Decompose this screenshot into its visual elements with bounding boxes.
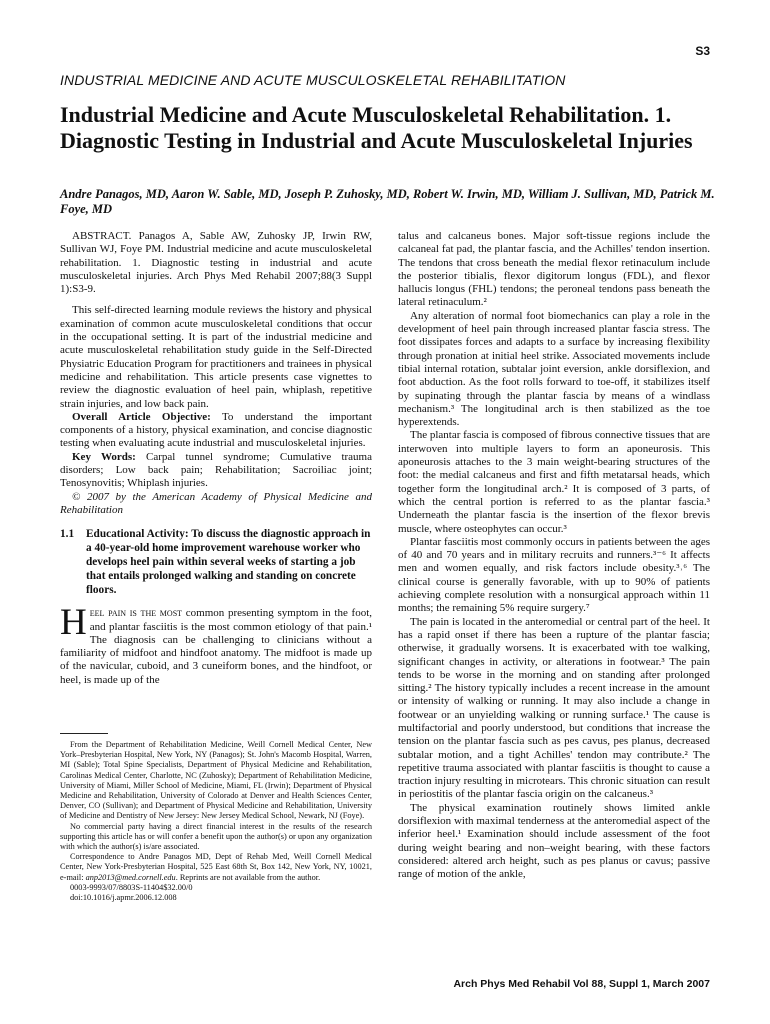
author-list: Andre Panagos, MD, Aaron W. Sable, MD, Joseph P. Zuhosky, MD, Robert W. Irwin, MD, William J. Sullivan, MD, Patrick M. Foye, MD bbox=[60, 187, 715, 216]
footnote-divider bbox=[60, 733, 108, 734]
objective-paragraph bbox=[60, 411, 372, 451]
activity-text: Educational Activity: To discuss the diagnostic approach in a 40-year-old home improvement warehouse worker who develops heel pain within several weeks of starting a job that entails prolonged walking and standing on concrete floors. bbox=[86, 528, 371, 597]
footnote-interest: No commercial party having a direct financial interest in the results of the research supporting this article has or will confer a benefit upon the author(s) or upon any organization with which the author(s) is/are associated. bbox=[60, 821, 372, 852]
footnote-doi: doi:10.1016/j.apmr.2006.12.008 bbox=[70, 893, 177, 903]
educational-activity bbox=[60, 527, 372, 597]
body-paragraph: Any alteration of normal foot biomechanics can play a role in the development of heel pain through increased plantar fascia stress. The foot dissipates forces and adapts to a surface by increasing flexibility through pronation at initial heel strike. Associated movements include tibial internal rotation, subtalar joint eversion, ankle dorsiflexion, and foot abduction. As the foot rolls forward to toe-off, it stabilizes itself by supinating through the plantar fascia by means of a windlass mechanism.³ The longitudinal arch is then stabilized as the toe hyperextends. bbox=[398, 309, 710, 429]
body-paragraph: The pain is located in the anteromedial or central part of the heel. It has a rapid onset if there has been a rupture of the plantar fascia; otherwise, it gradually worsens. It is exacerbated with toe walking, significant changes in activity, or alterations in footwear.³ The pain tends to be worse in the morning and on standing after prolonged sitting.² The history typically includes a recent increase in the amount or intensity of walking or running. It may also include a change in footwear or an unyielding walking or running surface.¹ The cause is multifactorial and poorly understood, but conditions that increase the tension on the plantar fascia such as pes cavus, pes planus, decreased subtalar motion, and a tight Achilles' tendon may contribute.² The repetitive trauma associated with plantar fasciitis is thought to cause a traction injury resulting in microtears. This chronic situation can result in periostitis of the plantar fascia origin on the calcaneus.³ bbox=[398, 615, 710, 801]
keywords-label: Key Words: bbox=[72, 450, 136, 463]
objective-text: To understand the important components of a history, physical examination, and concise diagnostic testing when evaluating acute industrial and musculoskeletal injuries. bbox=[60, 410, 372, 450]
keywords-paragraph bbox=[60, 451, 372, 491]
abstract-citation: ABSTRACT. Panagos A, Sable AW, Zuhosky JP, Irwin RW, Sullivan WJ, Foye PM. Industrial medicine and acute musculoskeletal rehabilitation. 1. Diagnostic testing in industrial and acute musculoskeletal injuries. Arch Phys Med Rehabil 2007;88(3 Suppl 1):S3-9. bbox=[60, 230, 372, 296]
email-link[interactable]: anp2013@med.cornell.edu bbox=[85, 872, 176, 882]
correspondence-tail: . Reprints are not available from the author. bbox=[175, 872, 321, 882]
abstract-intro: This self-directed learning module reviews the history and physical examination of common acute musculoskeletal conditions that occur in the occupational setting. It is part of the industrial medicine and acute musculoskeletal rehabilitation study guide in the Self-Directed Physiatric Education Program for practitioners and trainees in physical medicine and rehabilitation. This article presents case vignettes to review the diagnostic evaluation of heel pain, whiplash, repetitive strain injuries, and low back pain. bbox=[60, 304, 372, 410]
footnote-affiliations: From the Department of Rehabilitation Medicine, Weill Cornell Medical Center, New York–Presbyterian Hospital, New York, NY (Panagos); St. John's Macomb Hospital, Warren, MI (Sable); Total Spine Specialists, Department of Physical Medicine and Rehabilitation, Carolinas Medical Center, Charlotte, NC (Zuhosky); Department of Rehabilitation Medicine, University of Miami, Miller School of Medicine, Miami, FL (Irwin); Department of Physical Medicine and Rehabilitation, University of Colorado at Denver and Health Sciences Center, Denver, CO (Sullivan); and Department of Physical Medicine and Rehabilitation, University of Medicine and Dentistry of New Jersey: New Jersey Medical School, Newark, NJ (Foye). bbox=[60, 740, 372, 821]
journal-footer: Arch Phys Med Rehabil Vol 88, Suppl 1, March 2007 bbox=[453, 978, 710, 990]
body-opening-paragraph bbox=[60, 602, 372, 687]
body-paragraph: talus and calcaneus bones. Major soft-tissue regions include the calcaneal fat pad, the plantar fascia, and the Achilles' tendon insertion. The tendons that cross beneath the medial flexor retinaculum include the posterior tibialis, flexor digitorum longus (FDL), and flexor hallucis longus (FHL) tendons; the peroneal tendons pass beneath the lateral retinaculum.² bbox=[398, 230, 710, 309]
body-paragraph: The physical examination routinely shows limited ankle dorsiflexion with maximal tenderness at the anteromedial aspect of the inferior heel.¹ Examination should include assessment of the foot during weight bearing and non–weight bearing, with these factors considered: altered arch height, such as pes planus or cavus; passive range of motion of the ankle, bbox=[398, 801, 710, 881]
body-opening-text: common presenting symptom in the foot, and plantar fasciitis is the most common etiology of that pain.¹ The diagnosis can be challenging to clinicians without a familiarity of midfoot and hindfoot anatomy. The midfoot is made up of the navicular, cuboid, and 3 cuneiform bones, and the hindfoot, or heel, is made up of the bbox=[60, 607, 372, 686]
body-paragraph: The plantar fascia is composed of fibrous connective tissues that are interwoven into multiple layers to form an aponeurosis. This aponeurosis attaches to the 3 main weight-bearing structures of the foot: the medial calcaneus and first and fifth metatarsal heads, which together form the longitudinal arch.² It is composed of 3 parts, of which the central portion is referred to as the plantar fascia.³ Underneath the plantar fascia is the insertion of the flexor brevis muscle, where osteophytes can occur.³ bbox=[398, 429, 710, 535]
objective-label: Overall Article Objective: bbox=[72, 410, 211, 423]
footnotes bbox=[60, 740, 372, 903]
left-column bbox=[60, 230, 372, 725]
body-paragraph: Plantar fasciitis most commonly occurs in patients between the ages of 40 and 70 years and in military recruits and runners.³⁻⁶ It affects men and women equally, and risk factors include obesity.³˒⁶ The clinical course is generally favorable, with up to 90% of patients achieving complete resolution with a nonsurgical approach within 11 months; the remaining 5% require surgery.⁷ bbox=[398, 535, 710, 615]
copyright-notice: © 2007 by the American Academy of Physical Medicine and Rehabilitation bbox=[60, 490, 372, 516]
correspondence-text: Correspondence to Andre Panagos MD, Dept of Rehab Med, Weill Cornell Medical Center, New York-Presbyterian Hospital, 525 East 68th St, Box 142, New York, NY, 10021, e-mail: bbox=[60, 852, 372, 882]
section-heading: INDUSTRIAL MEDICINE AND ACUTE MUSCULOSKELETAL REHABILITATION bbox=[60, 72, 566, 88]
footnote-issn: 0003-9993/07/8803S-11404$32.00/0 bbox=[70, 882, 193, 892]
drop-cap: H bbox=[60, 602, 87, 644]
small-caps-lead: eel pain is the most bbox=[89, 607, 183, 620]
activity-number: 1.1 bbox=[60, 528, 75, 541]
article-title: Industrial Medicine and Acute Musculoskeletal Rehabilitation. 1. Diagnostic Testing in Industrial and Acute Musculoskeletal Injuries bbox=[60, 102, 693, 153]
right-column bbox=[398, 230, 710, 930]
keywords-text: Carpal tunnel syndrome; Cumulative trauma disorders; Low back pain; Rehabilitation; Sacroiliac joint; Tenosynovitis; Whiplash injuries. bbox=[60, 450, 372, 490]
page-number: S3 bbox=[695, 44, 710, 58]
footnote-correspondence bbox=[60, 852, 372, 883]
